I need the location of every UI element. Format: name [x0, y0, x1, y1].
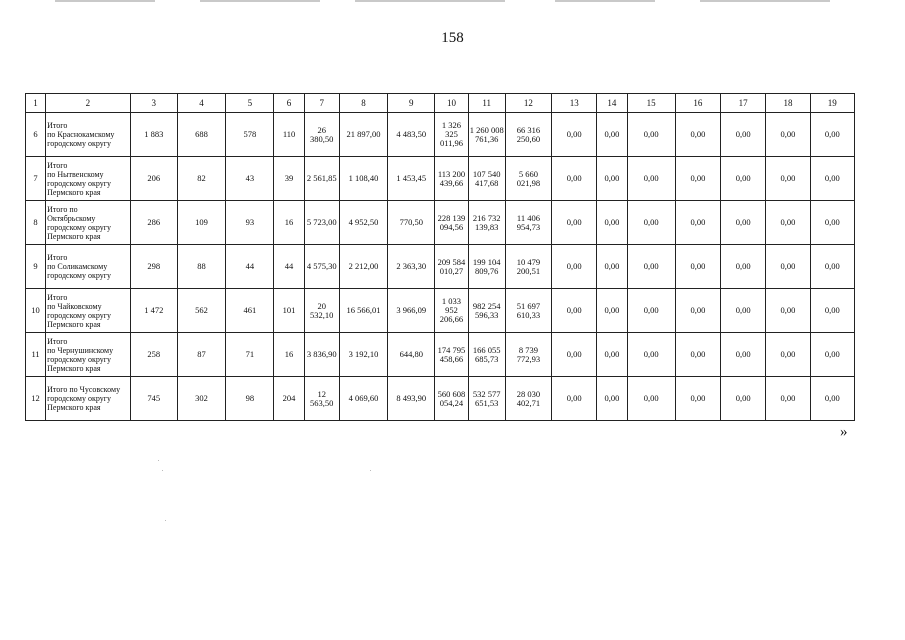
table-header-row — [26, 94, 855, 113]
value-cell: 644,80 — [388, 333, 435, 377]
value-cell: 0,00 — [675, 333, 720, 377]
column-header: 1 — [26, 94, 46, 113]
value-cell: 0,00 — [766, 245, 810, 289]
scan-artifact-line — [555, 0, 655, 2]
column-header: 17 — [721, 94, 766, 113]
row-number-cell: 9 — [26, 245, 46, 289]
value-cell: 1 883 — [130, 113, 177, 157]
value-cell: 0,00 — [810, 377, 854, 421]
value-cell: 0,00 — [675, 245, 720, 289]
table-row — [26, 201, 855, 245]
row-number-cell: 12 — [26, 377, 46, 421]
value-cell: 44 — [226, 245, 274, 289]
value-cell: 0,00 — [627, 201, 675, 245]
value-cell: 0,00 — [721, 289, 766, 333]
value-cell: 174 795 458,66 — [435, 333, 468, 377]
value-cell: 12 563,50 — [304, 377, 339, 421]
value-cell: 532 577 651,53 — [468, 377, 505, 421]
value-cell: 688 — [177, 113, 225, 157]
value-cell: 0,00 — [675, 157, 720, 201]
value-cell: 71 — [226, 333, 274, 377]
value-cell: 0,00 — [552, 289, 597, 333]
value-cell: 4 952,50 — [339, 201, 387, 245]
value-cell: 0,00 — [627, 245, 675, 289]
value-cell: 1 326 325 011,96 — [435, 113, 468, 157]
value-cell: 0,00 — [597, 245, 627, 289]
data-table — [25, 93, 855, 421]
value-cell: 0,00 — [810, 333, 854, 377]
value-cell: 0,00 — [552, 201, 597, 245]
scan-artifact-line — [355, 0, 505, 2]
value-cell: 770,50 — [388, 201, 435, 245]
table-row — [26, 333, 855, 377]
value-cell: 8 493,90 — [388, 377, 435, 421]
value-cell: 0,00 — [810, 289, 854, 333]
value-cell: 113 200 439,66 — [435, 157, 468, 201]
value-cell: 0,00 — [721, 201, 766, 245]
value-cell: 26 380,50 — [304, 113, 339, 157]
value-cell: 10 479 200,51 — [505, 245, 551, 289]
column-header: 13 — [552, 94, 597, 113]
page-number: 158 — [441, 30, 464, 46]
column-header: 15 — [627, 94, 675, 113]
value-cell: 0,00 — [675, 113, 720, 157]
value-cell: 0,00 — [766, 333, 810, 377]
value-cell: 0,00 — [627, 157, 675, 201]
value-cell: 0,00 — [766, 201, 810, 245]
value-cell: 0,00 — [597, 201, 627, 245]
value-cell: 3 966,09 — [388, 289, 435, 333]
value-cell: 109 — [177, 201, 225, 245]
column-header: 16 — [675, 94, 720, 113]
value-cell: 0,00 — [552, 157, 597, 201]
value-cell: 11 406 954,73 — [505, 201, 551, 245]
value-cell: 82 — [177, 157, 225, 201]
value-cell: 0,00 — [675, 289, 720, 333]
value-cell: 286 — [130, 201, 177, 245]
row-number-cell: 7 — [26, 157, 46, 201]
column-header: 12 — [505, 94, 551, 113]
value-cell: 0,00 — [766, 377, 810, 421]
value-cell: 206 — [130, 157, 177, 201]
column-header: 10 — [435, 94, 468, 113]
value-cell: 216 732 139,83 — [468, 201, 505, 245]
table-row — [26, 289, 855, 333]
row-number-cell: 6 — [26, 113, 46, 157]
scan-speck — [165, 520, 166, 521]
value-cell: 2 561,85 — [304, 157, 339, 201]
value-cell: 3 836,90 — [304, 333, 339, 377]
value-cell: 93 — [226, 201, 274, 245]
value-cell: 0,00 — [810, 113, 854, 157]
value-cell: 4 483,50 — [388, 113, 435, 157]
value-cell: 4 069,60 — [339, 377, 387, 421]
value-cell: 101 — [274, 289, 304, 333]
value-cell: 0,00 — [627, 113, 675, 157]
value-cell: 209 584 010,27 — [435, 245, 468, 289]
value-cell: 0,00 — [597, 157, 627, 201]
value-cell: 1 108,40 — [339, 157, 387, 201]
value-cell: 0,00 — [597, 113, 627, 157]
value-cell: 560 608 054,24 — [435, 377, 468, 421]
region-name-cell: Итого по Октябрьскому городскому округу Пермского края — [46, 201, 131, 245]
value-cell: 87 — [177, 333, 225, 377]
value-cell: 0,00 — [627, 377, 675, 421]
value-cell: 0,00 — [627, 333, 675, 377]
value-cell: 2 363,30 — [388, 245, 435, 289]
value-cell: 39 — [274, 157, 304, 201]
row-number-cell: 8 — [26, 201, 46, 245]
value-cell: 204 — [274, 377, 304, 421]
value-cell: 0,00 — [552, 245, 597, 289]
column-header: 18 — [766, 94, 810, 113]
value-cell: 51 697 610,33 — [505, 289, 551, 333]
value-cell: 110 — [274, 113, 304, 157]
scan-artifact-line — [700, 0, 830, 2]
row-number-cell: 10 — [26, 289, 46, 333]
value-cell: 0,00 — [810, 245, 854, 289]
value-cell: 0,00 — [766, 157, 810, 201]
value-cell: 258 — [130, 333, 177, 377]
value-cell: 562 — [177, 289, 225, 333]
value-cell: 982 254 596,33 — [468, 289, 505, 333]
value-cell: 1 033 952 206,66 — [435, 289, 468, 333]
value-cell: 4 575,30 — [304, 245, 339, 289]
value-cell: 0,00 — [766, 113, 810, 157]
value-cell: 98 — [226, 377, 274, 421]
value-cell: 0,00 — [721, 377, 766, 421]
region-name-cell: Итого по Краснокамскому городскому округу — [46, 113, 131, 157]
region-name-cell: Итого по Чайковскому городскому округу Пермского края — [46, 289, 131, 333]
value-cell: 0,00 — [721, 333, 766, 377]
value-cell: 0,00 — [597, 333, 627, 377]
table-row — [26, 113, 855, 157]
value-cell: 461 — [226, 289, 274, 333]
scan-speck — [370, 470, 371, 471]
scan-speck — [162, 470, 163, 471]
value-cell: 0,00 — [810, 157, 854, 201]
value-cell: 21 897,00 — [339, 113, 387, 157]
column-header: 14 — [597, 94, 627, 113]
value-cell: 16 — [274, 201, 304, 245]
value-cell: 66 316 250,60 — [505, 113, 551, 157]
value-cell: 88 — [177, 245, 225, 289]
row-number-cell: 11 — [26, 333, 46, 377]
column-header: 2 — [46, 94, 131, 113]
value-cell: 0,00 — [552, 377, 597, 421]
value-cell: 0,00 — [675, 201, 720, 245]
column-header: 7 — [304, 94, 339, 113]
value-cell: 2 212,00 — [339, 245, 387, 289]
value-cell: 0,00 — [810, 201, 854, 245]
value-cell: 0,00 — [552, 333, 597, 377]
value-cell: 3 192,10 — [339, 333, 387, 377]
value-cell: 578 — [226, 113, 274, 157]
scan-artifact-line — [200, 0, 320, 2]
value-cell: 199 104 809,76 — [468, 245, 505, 289]
scan-artifact-line — [55, 0, 155, 2]
column-header: 8 — [339, 94, 387, 113]
value-cell: 0,00 — [597, 377, 627, 421]
region-name-cell: Итого по Чернушинскому городскому округу Пермского края — [46, 333, 131, 377]
value-cell: 0,00 — [766, 289, 810, 333]
region-name-cell: Итого по Чусовскому городскому округу Пермского края — [46, 377, 131, 421]
value-cell: 43 — [226, 157, 274, 201]
region-name-cell: Итого по Нытвенскому городскому округу Пермского края — [46, 157, 131, 201]
value-cell: 166 055 685,73 — [468, 333, 505, 377]
value-cell: 8 739 772,93 — [505, 333, 551, 377]
value-cell: 0,00 — [721, 157, 766, 201]
value-cell: 20 532,10 — [304, 289, 339, 333]
value-cell: 1 453,45 — [388, 157, 435, 201]
value-cell: 44 — [274, 245, 304, 289]
column-header: 11 — [468, 94, 505, 113]
value-cell: 0,00 — [597, 289, 627, 333]
scan-speck — [158, 460, 159, 461]
column-header: 3 — [130, 94, 177, 113]
table-body — [26, 113, 855, 421]
value-cell: 0,00 — [721, 113, 766, 157]
column-header: 6 — [274, 94, 304, 113]
value-cell: 0,00 — [675, 377, 720, 421]
column-header: 19 — [810, 94, 854, 113]
region-name-cell: Итого по Соликамскому городскому округу — [46, 245, 131, 289]
value-cell: 0,00 — [552, 113, 597, 157]
value-cell: 1 472 — [130, 289, 177, 333]
value-cell: 298 — [130, 245, 177, 289]
value-cell: 0,00 — [721, 245, 766, 289]
value-cell: 28 030 402,71 — [505, 377, 551, 421]
table-row — [26, 377, 855, 421]
table-row — [26, 245, 855, 289]
closing-quote-mark: » — [840, 424, 848, 440]
value-cell: 16 566,01 — [339, 289, 387, 333]
column-header: 5 — [226, 94, 274, 113]
value-cell: 228 139 094,56 — [435, 201, 468, 245]
value-cell: 302 — [177, 377, 225, 421]
value-cell: 745 — [130, 377, 177, 421]
column-header: 9 — [388, 94, 435, 113]
value-cell: 1 260 008 761,36 — [468, 113, 505, 157]
table-row — [26, 157, 855, 201]
value-cell: 5 723,00 — [304, 201, 339, 245]
value-cell: 0,00 — [627, 289, 675, 333]
column-header: 4 — [177, 94, 225, 113]
value-cell: 5 660 021,98 — [505, 157, 551, 201]
value-cell: 16 — [274, 333, 304, 377]
value-cell: 107 540 417,68 — [468, 157, 505, 201]
